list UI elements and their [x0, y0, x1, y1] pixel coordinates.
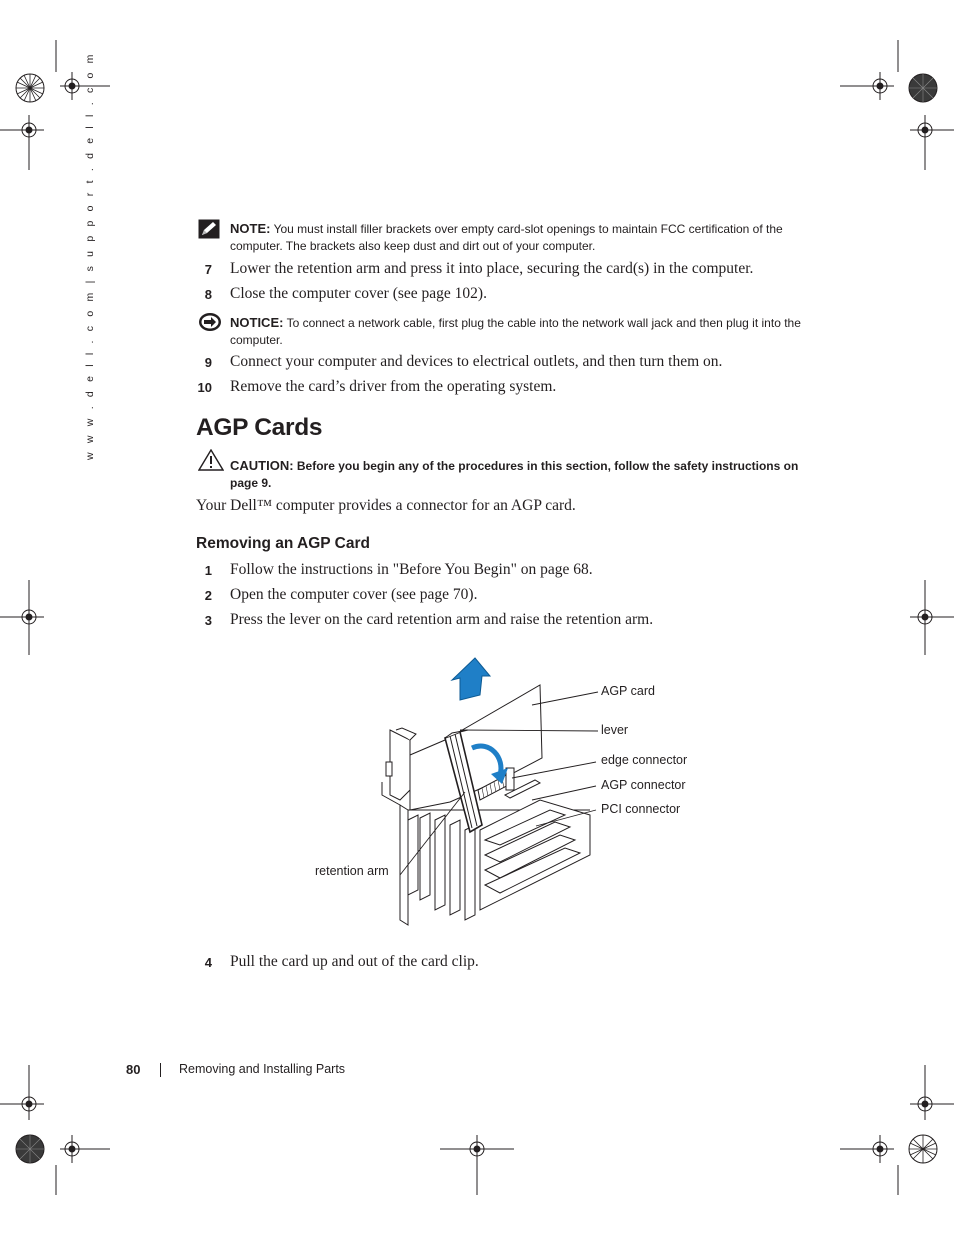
footer-chapter-title: Removing and Installing Parts	[179, 1062, 346, 1076]
step-number: 3	[204, 613, 212, 628]
agp-card-removal-illustration	[300, 650, 720, 935]
crosshair-icon	[910, 580, 954, 655]
step-text: Lower the retention arm and press it into place, securing the card(s) in the computer.	[230, 260, 754, 277]
list-item	[196, 378, 816, 400]
footer-divider	[160, 1063, 161, 1077]
note-block	[198, 219, 818, 255]
sunburst-target-icon	[16, 74, 44, 102]
sunburst-target-icon	[909, 74, 937, 102]
step-number: 1	[204, 563, 212, 578]
caution-triangle-icon	[198, 449, 224, 471]
note-text: You must install filler brackets over empty card-slot openings to maintain FCC certification of the computer. The brackets also keep dust and dirt out of your computer.	[230, 222, 783, 253]
list-item	[196, 953, 816, 975]
step-text: Pull the card up and out of the card clip.	[230, 953, 479, 970]
step-number: 2	[204, 588, 212, 603]
callout-agp-card: AGP card	[601, 684, 655, 698]
callout-pci-connector: PCI connector	[601, 802, 681, 816]
section-title: AGP Cards	[196, 414, 323, 441]
crosshair-icon	[0, 115, 44, 170]
callout-lever: lever	[601, 723, 629, 737]
crosshair-icon	[840, 1135, 898, 1195]
crosshair-icon	[0, 1065, 44, 1120]
step-number: 10	[197, 380, 212, 395]
note-pencil-icon	[198, 219, 220, 239]
list-item	[196, 285, 816, 307]
step-text: Press the lever on the card retention arm and raise the retention arm.	[230, 611, 654, 628]
callout-retention-arm: retention arm	[315, 864, 389, 878]
side-url: w w w . d e l l . c o m | s u p p o r t . d e l l . c o m	[84, 51, 96, 460]
crosshair-icon	[0, 580, 44, 655]
notice-label: NOTICE:	[230, 315, 284, 330]
step-number: 4	[204, 955, 212, 970]
crosshair-icon	[440, 1135, 514, 1195]
subsection-title: Removing an AGP Card	[196, 535, 370, 552]
step-number: 9	[204, 355, 212, 370]
list-item	[196, 561, 816, 583]
caution-text: Before you begin any of the procedures in this section, follow the safety instructions on page 9.	[230, 459, 799, 490]
crosshair-icon	[840, 40, 898, 100]
step-text: Open the computer cover (see page 70).	[230, 586, 478, 603]
step-text: Remove the card’s driver from the operating system.	[230, 378, 557, 395]
crosshair-icon	[56, 1135, 110, 1195]
page-number: 80	[126, 1062, 141, 1077]
list-item	[196, 611, 816, 633]
notice-arrow-icon	[198, 312, 222, 332]
up-arrow-icon	[452, 658, 490, 700]
step-text: Follow the instructions in "Before You Begin" on page 68.	[230, 561, 593, 578]
sunburst-target-icon	[909, 1135, 937, 1163]
sunburst-target-icon	[16, 1135, 44, 1163]
step-text: Connect your computer and devices to electrical outlets, and then turn them on.	[230, 353, 723, 370]
note-label: NOTE:	[230, 221, 271, 236]
step-text: Close the computer cover (see page 102).	[230, 285, 487, 302]
list-item	[196, 260, 816, 282]
caution-block	[198, 449, 818, 489]
list-item	[196, 586, 816, 608]
step-number: 7	[204, 262, 212, 277]
intro-paragraph: Your Dell™ computer provides a connector for an AGP card.	[196, 497, 576, 514]
callout-agp-connector: AGP connector	[601, 778, 686, 792]
notice-text: To connect a network cable, first plug the cable into the network wall jack and then plug it into the computer.	[230, 316, 801, 347]
caution-label: CAUTION:	[230, 458, 294, 473]
crosshair-icon	[910, 1065, 954, 1120]
callout-edge-connector: edge connector	[601, 753, 688, 767]
crosshair-icon	[56, 40, 110, 100]
crosshair-icon	[910, 115, 954, 170]
step-number: 8	[204, 287, 212, 302]
list-item	[196, 353, 816, 375]
notice-block	[198, 312, 818, 348]
